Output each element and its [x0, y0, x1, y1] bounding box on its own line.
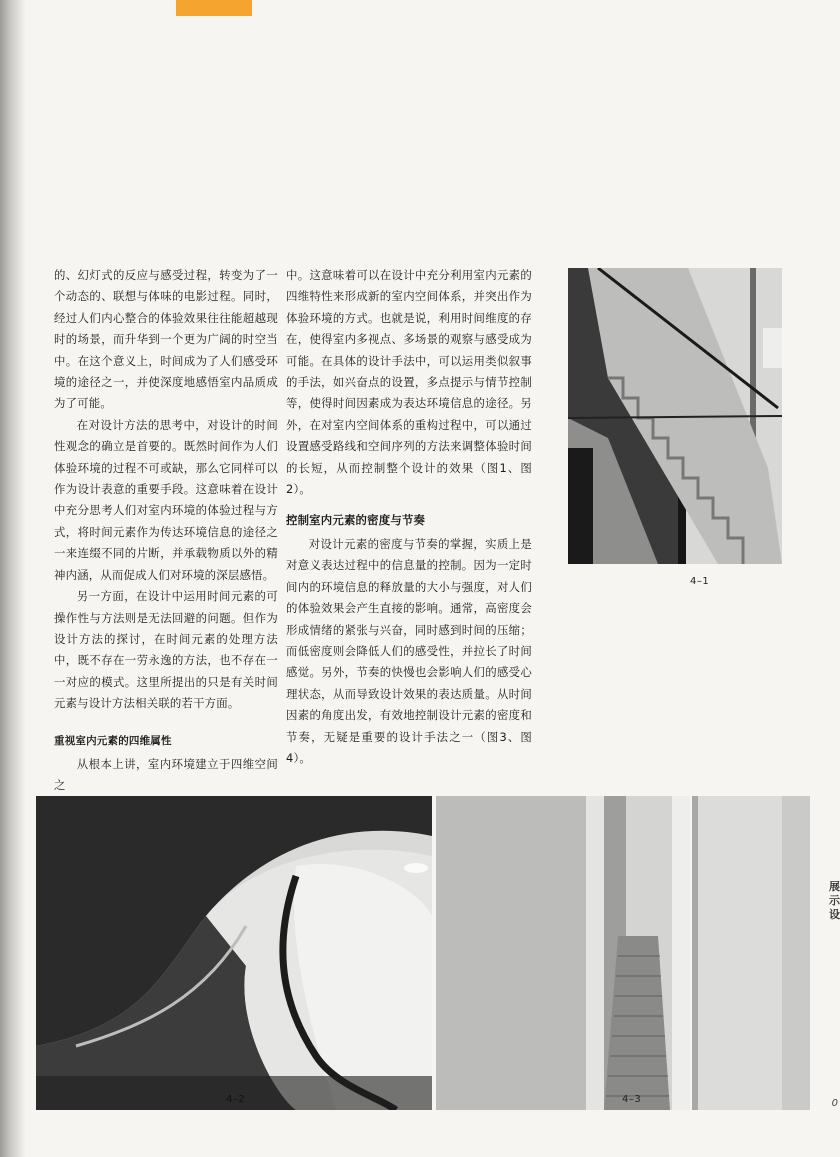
staircase-photo-icon — [568, 268, 782, 564]
page-number: 0 — [831, 1098, 838, 1109]
orange-header-tab — [176, 0, 252, 16]
section-heading: 控制室内元素的密度与节奏 — [286, 513, 426, 528]
figure-caption: 4–3 — [622, 1094, 642, 1105]
paragraph: 的、幻灯式的反应与感受过程，转变为了一个动态的、联想与体味的电影过程。同时，经过人们内心整合的体验效果往往能超越现时的场景，而升华到一个更为广阔的时空当中。在这个意义上，时间成为了人们感受环境的途径之一，并使深度地感悟室内品质成为了可能。 — [54, 268, 278, 411]
edge-tab-text: 展示 设 — [829, 880, 840, 921]
figure-caption: 4–2 — [226, 1094, 246, 1105]
wall-photo-icon — [692, 796, 810, 1110]
curved-stair-photo-icon — [36, 796, 432, 1110]
paragraph: 对设计元素的密度与节奏的掌握，实质上是对意义表达过程中的信息量的控制。因为一定时间内的环境信息的释放量的大小与强度，对人们的体验效果会产生直接的影响。通常，高密度会形成情绪的紧张与兴奋，同时感到时间的压缩；而低密度则会降低人们的感受性，并拉长了时间感觉。另外，节奏的快慢也会影响人们的感受心理状态，从而导致设计效果的表达质量。从时间因素的角度出发，有效地控制设计元素的密度和节奏，无疑是重要的设计手法之一（图3、图4）。 — [286, 536, 532, 765]
text-column-2 — [286, 265, 532, 769]
figure-caption: 4–1 — [690, 576, 710, 587]
narrow-stair-photo-icon — [436, 796, 690, 1110]
page-binding-shadow — [0, 0, 26, 1157]
section-heading: 重视室内元素的四维属性 — [54, 734, 172, 747]
text-column-1 — [54, 265, 278, 797]
paragraph: 中。这意味着可以在设计中充分利用室内元素的四维特性来形成新的室内空间体系，并突出作为体验环境的方式。也就是说，利用时间维度的存在，使得室内多视点、多场景的观察与感受成为可能。在具体的设计手法中，可以运用类似叙事的手法，如兴奋点的设置，多点提示与情节控制等，使得时间因素成为表达环境信息的途径。另外，在对室内空间体系的重构过程中，可以通过设置感受路线和空间序列的方法来调整体验时间的长短，从而控制整个设计的效果（图1、图2）。 — [286, 268, 532, 497]
paragraph: 另一方面，在设计中运用时间元素的可操作性与方法则是无法回避的问题。但作为设计方法的探讨，在时间元素的处理方法中，既不存在一劳永逸的方法，也不存在一一对应的模式。这里所提出的只是有关时间元素与设计方法相关联的若干方面。 — [54, 589, 278, 711]
paragraph: 在对设计方法的思考中，对设计的时间性观念的确立是首要的。既然时间作为人们体验环境的过程不可或缺，那么它同样可以作为设计表意的重要手段。这意味着在设计中充分思考人们对室内环境的体验过程与方式，将时间元素作为传达环境信息的途径之一来连缀不同的片断，并承载物质以外的精神内涵，从而促成人们对环境的深层感悟。 — [54, 417, 278, 582]
paragraph: 从根本上讲，室内环境建立于四维空间之 — [54, 756, 278, 793]
